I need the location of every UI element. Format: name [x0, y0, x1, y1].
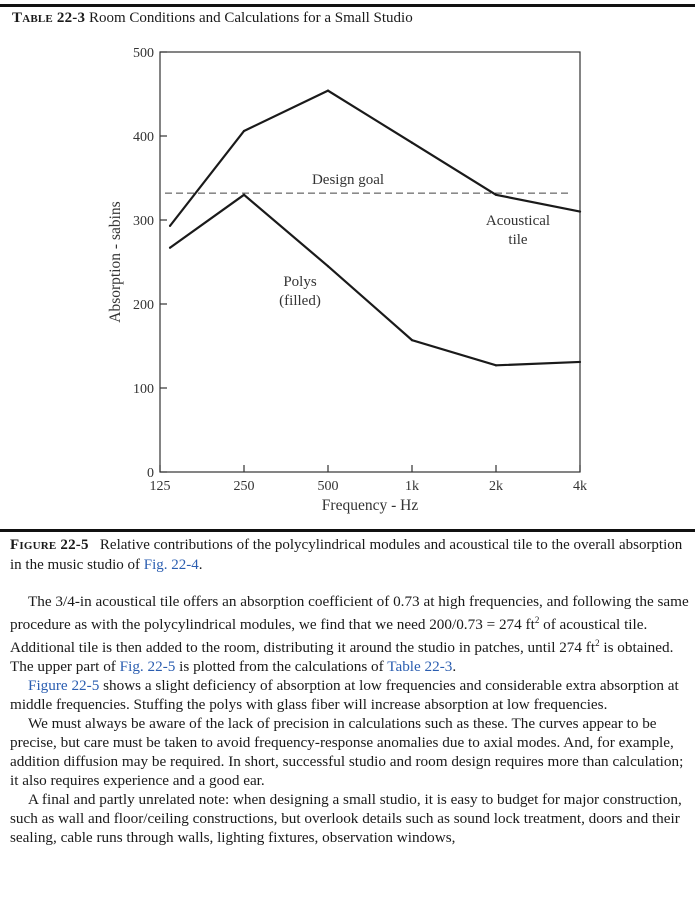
series-acoustical-tile	[170, 91, 580, 226]
p2-text: shows a slight deficiency of absorption at low frequencies and considerable extra absorption at middle frequencies. Stuffing the polys with glass fiber will increase absorption at low frequencies.	[10, 677, 679, 714]
data-point	[579, 361, 581, 363]
data-point	[243, 130, 245, 132]
data-point	[495, 194, 497, 196]
p1-link-table-22-3[interactable]: Table 22-3	[387, 658, 453, 676]
y-axis-label: Absorption - sabins	[107, 201, 124, 323]
y-tick-label: 300	[133, 214, 154, 229]
annotation-tile-line2: tile	[508, 232, 528, 248]
y-tick-label: 100	[133, 382, 154, 397]
paragraph-3: We must always be aware of the lack of precision in calculations such as these. The curves appear to be precise, but care must be taken to avoid frequency-response anomalies due to axial modes. And, for example, addition diffusion may be required. In short, successful studio and room design requires more than calculation; it also requires experience and a good ear.	[10, 715, 684, 790]
data-point	[411, 339, 413, 341]
p1-text-a: The 3/4-in acoustical tile offers an absorption coefficient of 0.73 at high frequencies, and following the same procedure as with the polycylindrical modules, we find that we need 200/0.73 = 274 ft	[10, 593, 689, 634]
table-title	[12, 10, 413, 27]
x-tick-label: 1k	[405, 479, 419, 494]
p1-text-b: of acoustical tile. Additional tile is then added to the room, distributing it around the studio in patches, until 274 ft	[10, 616, 648, 657]
data-point	[495, 364, 497, 366]
chart-axes	[160, 52, 580, 472]
data-point	[327, 265, 329, 267]
paragraph-2	[10, 676, 690, 714]
caption-rule	[0, 529, 695, 532]
x-tick-label: 2k	[489, 479, 503, 494]
annotation-polys-line1: Polys	[283, 274, 317, 290]
data-point	[579, 211, 581, 213]
p1-text-e: .	[452, 658, 457, 676]
caption-end: .	[198, 557, 203, 573]
data-point	[169, 247, 171, 249]
x-ticks	[150, 465, 588, 494]
table-title-text: Room Conditions and Calculations for a Small Studio	[88, 10, 413, 26]
plot-frame	[160, 52, 580, 472]
body-text	[10, 592, 690, 847]
x-axis-label: Frequency - Hz	[321, 497, 419, 514]
y-tick-label: 200	[133, 298, 154, 313]
data-point	[169, 225, 171, 227]
table-label: Table 22-3	[12, 10, 86, 26]
annotation-tile-line1: Acoustical	[485, 213, 551, 229]
y-tick-label: 0	[147, 466, 154, 481]
figure-label: Figure 22-5	[10, 537, 89, 553]
x-tick-label: 500	[317, 479, 339, 494]
annotation-design-goal: Design goal	[311, 172, 385, 188]
paragraph-4: A final and partly unrelated note: when designing a small studio, it is easy to budget for major construction, such as wall and floor/ceiling constructions, but overlook details such as sound lock treatment, doors and their sealing, cable runs through walls, lighting fixtures, observation windows,	[10, 791, 682, 847]
annotation-polys-line2: (filled)	[279, 293, 321, 309]
tile-points	[169, 90, 581, 227]
p1-link-fig-22-5[interactable]: Fig. 22-5	[119, 658, 176, 676]
p2-link-figure-22-5[interactable]: Figure 22-5	[28, 677, 100, 695]
caption-text: Relative contributions of the polycylindrical modules and acoustical tile to the overall absorption in the music studio of	[10, 537, 683, 573]
figure-caption	[10, 535, 690, 575]
x-tick-label: 250	[233, 479, 255, 494]
y-tick-label: 500	[133, 46, 154, 61]
p1-text-d: is plotted from the calculations of	[175, 658, 388, 676]
data-point	[411, 142, 413, 144]
p1-text-c: is obtained. The upper part of	[10, 639, 674, 676]
x-tick-label: 4k	[573, 479, 587, 494]
absorption-chart	[0, 30, 695, 520]
y-ticks	[133, 46, 167, 481]
y-tick-label: 400	[133, 130, 154, 145]
data-point	[243, 194, 245, 196]
paragraph-1	[10, 592, 690, 676]
caption-link-fig-22-4[interactable]: Fig. 22-4	[143, 557, 199, 573]
data-point	[327, 90, 329, 92]
top-rule	[0, 4, 695, 7]
p1-sup-2: 2	[595, 638, 600, 649]
x-tick-label: 125	[149, 479, 171, 494]
p1-sup-1: 2	[534, 615, 540, 625]
